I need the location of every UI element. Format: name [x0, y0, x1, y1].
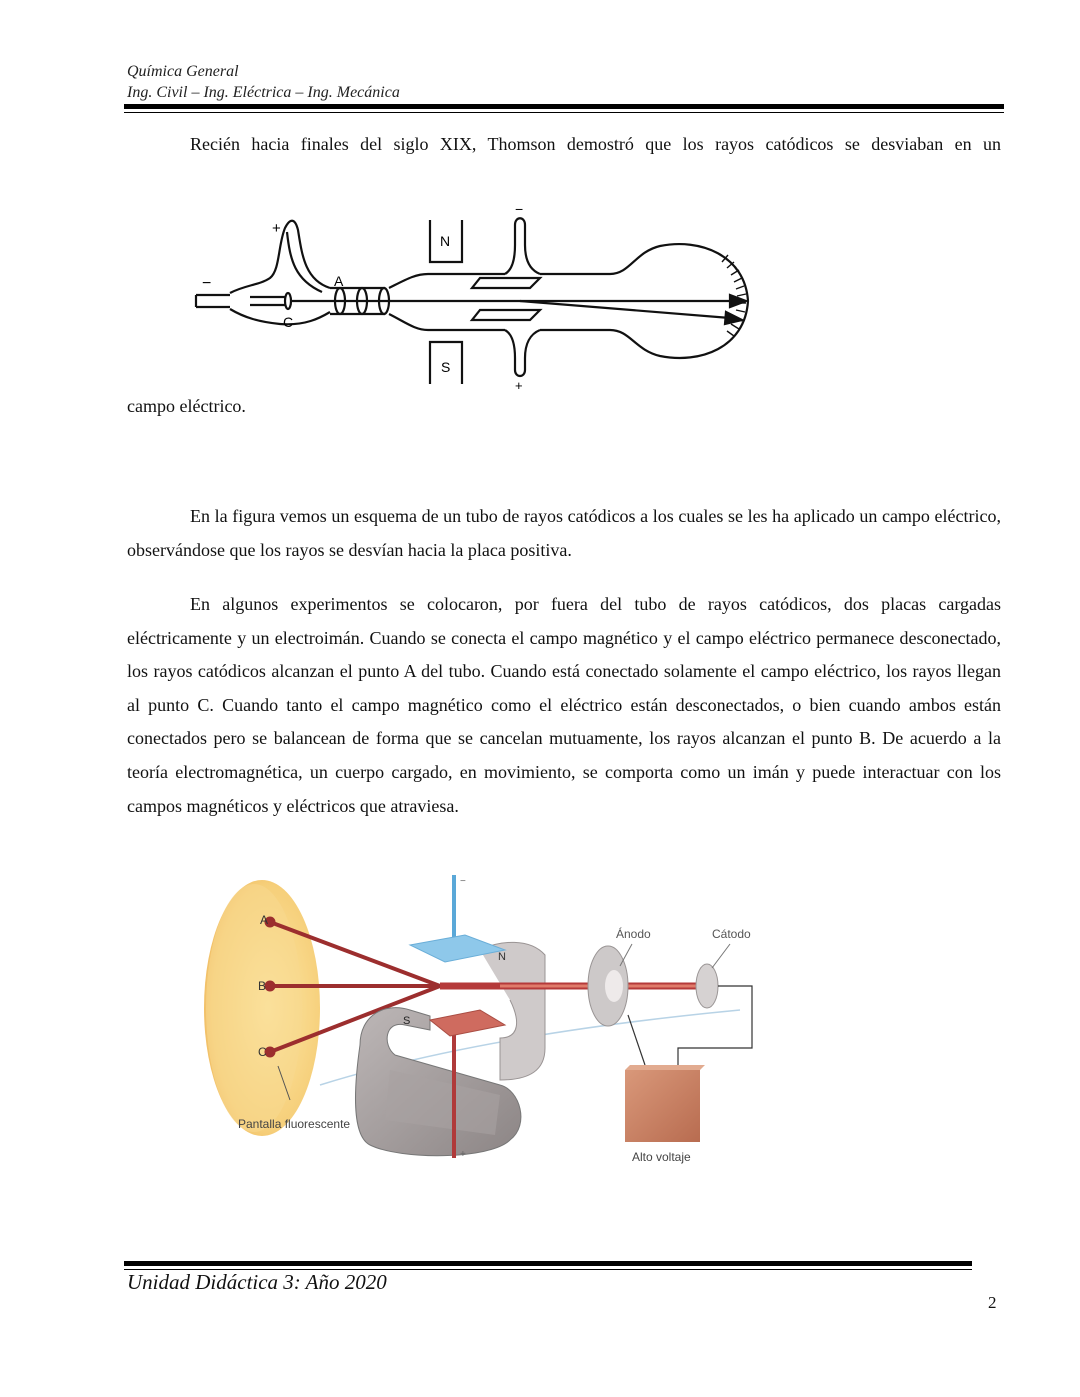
fig1-minus-top: −: [515, 201, 524, 217]
fig2-point-b: B: [258, 979, 267, 993]
fig1-label-c: C: [283, 314, 294, 330]
fig2-magnet-s: S: [403, 1015, 411, 1027]
figure-thomson-tube: [190, 200, 760, 395]
paragraph-1-start: Recién hacia finales del siglo XIX, Thomson demostró que los rayos catódicos se desviaban en un: [190, 134, 1001, 154]
paragraph-2: En la figura vemos un esquema de un tubo de rayos catódicos a los cuales se les ha aplicado un campo eléctrico, observándose que los rayos se desvían hacia la placa positiva.: [127, 506, 1001, 560]
paragraph-1-end: campo eléctrico.: [127, 396, 246, 416]
fig2-plate-minus: −: [460, 876, 466, 887]
fig1-plus-bottom: +: [515, 378, 523, 393]
paragraph-3: En algunos experimentos se colocaron, por fuera del tubo de rayos catódicos, dos placas cargadas eléctricamente y un electroimán. Cuando se conecta el campo magnético y el campo eléctrico permanece desconectado, los rayos catódicos alcanzan el punto A del tubo. Cuando está conectado solamente el campo eléctrico, los rayos llegan al punto C. Cuando tanto el campo magnético como el eléctrico están desconectados, o bien cuando ambos están conectados pero se balancean de forma que se cancelan mutuamente, los rayos alcanzan el punto B. De acuerdo a la teoría electromagnética, un cuerpo cargado, en movimiento, se comporta como un imán y puede interactuar con los campos magnéticos y eléctricos que atraviesa.: [127, 594, 1001, 816]
high-voltage-box: [625, 1070, 700, 1142]
fig1-plus-top: +: [272, 220, 281, 237]
bottom-plate: [430, 1010, 505, 1036]
cathode: [696, 964, 718, 1008]
fig1-label-s: S: [441, 359, 451, 375]
fig2-point-a: A: [260, 913, 269, 927]
fig2-point-c: C: [258, 1045, 267, 1059]
page-number: 2: [988, 1293, 997, 1312]
header-rule-thick: [124, 104, 1004, 109]
header-course-title: Química General: [127, 63, 239, 80]
fig1-minus-left: −: [202, 275, 212, 292]
figure-thomson-apparatus: [200, 870, 770, 1170]
fig2-anode-label: Ánodo: [616, 927, 651, 941]
fig2-cathode-label: Cátodo: [712, 927, 751, 941]
footer-rule-thick: [124, 1261, 972, 1266]
header-rule-thin: [124, 112, 1004, 113]
fig1-label-a: A: [334, 273, 344, 289]
fig2-magnet-n: N: [498, 951, 506, 963]
footer-unit: Unidad Didáctica 3: Año 2020: [127, 1270, 387, 1294]
fig2-voltage-label: Alto voltaje: [632, 1150, 691, 1164]
fig2-screen-label: Pantalla fluorescente: [238, 1117, 351, 1131]
fig1-label-n: N: [440, 233, 451, 249]
header-careers: Ing. Civil – Ing. Eléctrica – Ing. Mecánica: [127, 84, 400, 101]
fig2-plate-plus: +: [460, 1149, 466, 1160]
